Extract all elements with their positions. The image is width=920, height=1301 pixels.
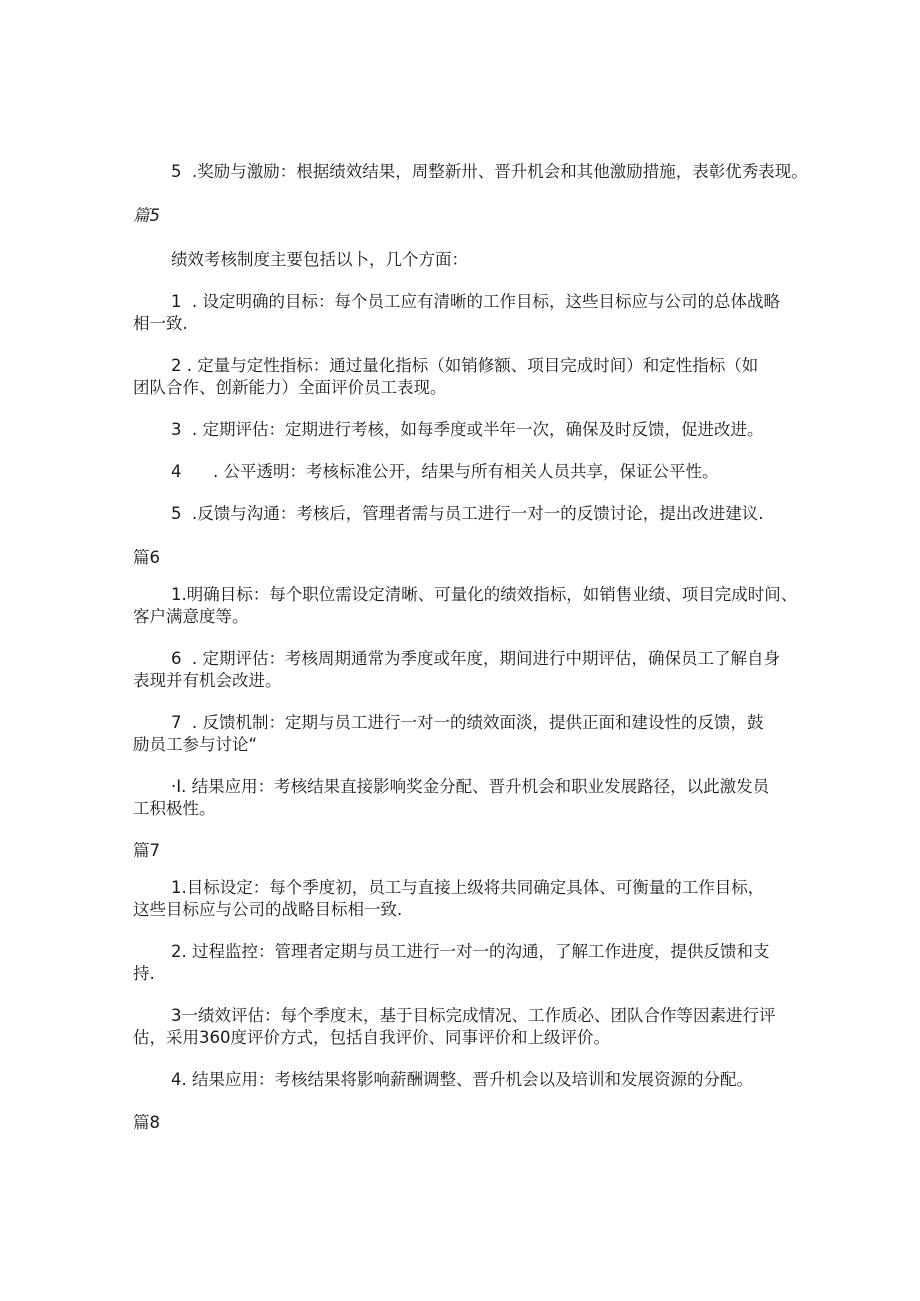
section-6-item-4-line-2: 工积极性。 (133, 799, 216, 818)
section-6-item-1-line-2: 客户满意度等。 (133, 607, 249, 626)
section-6-item-2-line-2: 表现并有机会改进。 (133, 671, 282, 690)
section-7-item-2-line-2: 持. (133, 964, 155, 983)
section-7-item-4: 4. 结果应用：考核结果将影响薪酬调整、晋升机会以及培训和发展资源的分配。 (171, 1070, 753, 1089)
section-5-item-3: 3 . 定期评估：定期进行考核，如每季度或半年一次，确保及时反馈，促进改进。 (171, 420, 764, 439)
section-6-item-4-line-1: ·I. 结果应用：考核结果直接影响奖金分配、晋升机会和职业发展路径，以此激发员 (171, 777, 770, 796)
section-heading-6: 篇6 (133, 548, 160, 567)
section-5-item-5: 5 .反馈与沟通：考核后，管理者需与员工进行一对一的反馈讨论，提出改进建议. (171, 504, 764, 523)
section-heading-5: 篇5 (133, 206, 160, 225)
section-7-item-2-line-1: 2. 过程监控：管理者定期与员工进行一对一的沟通，了解工作进度，提供反馈和支 (171, 942, 770, 961)
section-6-item-2-line-1: 6 . 定期评估：考核周期通常为季度或年度，期间进行中期评估，确保员工了解自身 (171, 649, 780, 668)
section-7-item-1-line-2: 这些目标应与公司的战略目标相一致. (133, 900, 403, 919)
section-7-item-3-line-1: 3一绩效评估：每个季度末，基于目标完成情况、工作质必、团队合作等因素进行评 (171, 1006, 776, 1025)
section-heading-7: 篇7 (133, 841, 160, 860)
section-heading-8: 篇8 (133, 1113, 160, 1132)
section-5-item-1-line-2: 相一致. (133, 314, 188, 333)
section-5-item-2-line-1: 2 . 定量与定性指标：通过量化指标（如销修额、项目完成时间）和定性指标（如 (171, 356, 759, 375)
paragraph-reward-incentive: 5 .奖励与激励：根据绩效结果，周整新卅、晋升机会和其他激励措施，表彰优秀表现。 (171, 162, 808, 181)
section-5-intro: 绩效考核制度主要包括以卜，几个方面： (171, 250, 468, 269)
section-6-item-3-line-2: 励员工参与讨论“ (133, 735, 258, 754)
section-6-item-3-line-1: 7 . 反馈机制：定期与员工进行一对一的绩效面淡，提供正面和建设性的反馈，鼓 (171, 713, 764, 732)
section-7-item-3-line-2: 估，采用360度评价方式，包括自我评价、同事评价和上级评价。 (133, 1028, 610, 1047)
section-5-item-2-line-2: 团队合作、创新能力）全面评价员工表现。 (133, 378, 447, 397)
section-5-item-4: 4 . 公平透明：考核标准公开，结果与所有相关人员共享，保证公平性。 (171, 462, 719, 481)
section-5-item-1-line-1: 1 . 设定明确的目标：每个员工应有清晰的工作目标，这些目标应与公司的总体战略 (171, 292, 780, 311)
section-6-item-1-line-1: 1.明确目标：每个职位需设定清晰、可量化的绩效指标，如销售业绩、项目完成时间、 (171, 585, 798, 604)
section-7-item-1-line-1: 1.目标设定：每个季度初，员工与直接上级将共同确定具体、可衡量的工作目标， (171, 878, 765, 897)
